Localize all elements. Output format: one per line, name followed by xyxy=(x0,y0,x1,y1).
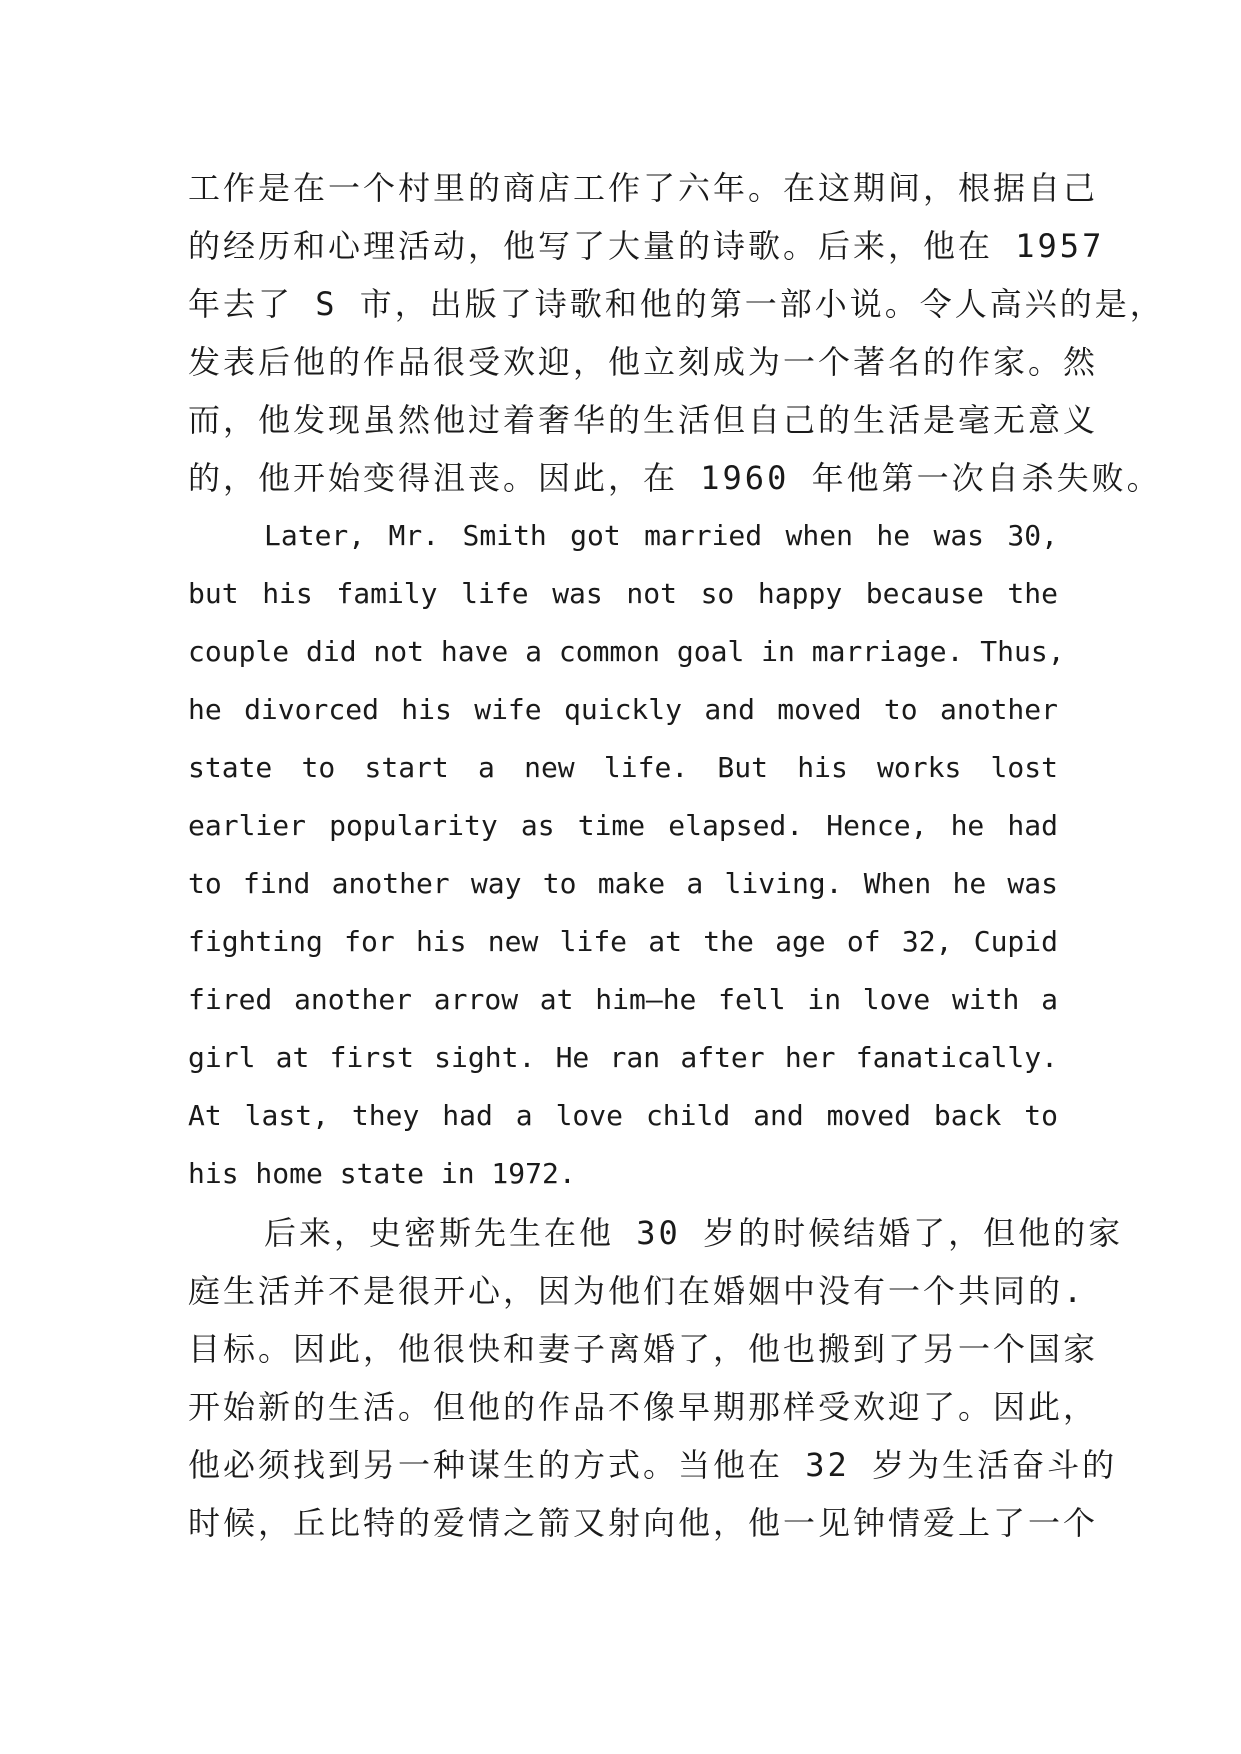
text-line: couple did not have a common goal in marriage. Thus, xyxy=(188,635,1065,668)
text-line: but his family life was not so happy because the xyxy=(188,577,1058,610)
text-line: 后来，史密斯先生在他 30 岁的时候结婚了，但他的家 xyxy=(264,1214,1124,1252)
text-line: fighting for his new life at the age of 32, Cupid xyxy=(188,925,1058,958)
text-line: 发表后他的作品很受欢迎，他立刻成为一个著名的作家。然 xyxy=(188,343,1099,381)
text-line: 时候，丘比特的爱情之箭又射向他，他一见钟情爱上了一个 xyxy=(188,1504,1099,1542)
english-paragraph xyxy=(188,507,1065,1203)
text-line: to find another way to make a living. When he was xyxy=(188,867,1058,900)
text-line: girl at first sight. He ran after her fanatically. xyxy=(188,1041,1058,1074)
text-line: Later, Mr. Smith got married when he was 30, xyxy=(264,519,1058,552)
text-line: 而，他发现虽然他过着奢华的生活但自己的生活是毫无意义 xyxy=(188,401,1099,439)
text-line: 的，他开始变得沮丧。因此，在 1960 年他第一次自杀失败。 xyxy=(188,459,1162,497)
text-line: 开始新的生活。但他的作品不像早期那样受欢迎了。因此， xyxy=(188,1388,1099,1426)
text-line: 他必须找到另一种谋生的方式。当他在 32 岁为生活奋斗的 xyxy=(188,1446,1118,1484)
text-line: 庭生活并不是很开心，因为他们在婚姻中没有一个共同的. xyxy=(188,1272,1086,1310)
text-line: 目标。因此，他很快和妻子离婚了，他也搬到了另一个国家 xyxy=(188,1330,1099,1368)
text-line: 的经历和心理活动，他写了大量的诗歌。后来，他在 1957 xyxy=(188,227,1105,265)
text-line: fired another arrow at him—he fell in love with a xyxy=(188,983,1058,1016)
text-line: 工作是在一个村里的商店工作了六年。在这期间，根据自己 xyxy=(188,169,1099,207)
text-line: 年去了 S 市，出版了诗歌和他的第一部小说。令人高兴的是， xyxy=(188,285,1165,323)
text-line: he divorced his wife quickly and moved to another xyxy=(188,693,1058,726)
chinese-paragraph-2 xyxy=(188,1204,1124,1552)
text-line: At last, they had a love child and moved back to xyxy=(188,1099,1058,1132)
text-line: his home state in 1972. xyxy=(188,1157,576,1190)
text-line: state to start a new life. But his works lost xyxy=(188,751,1058,784)
chinese-paragraph-1 xyxy=(188,159,1165,507)
text-line: earlier popularity as time elapsed. Hence, he had xyxy=(188,809,1058,842)
